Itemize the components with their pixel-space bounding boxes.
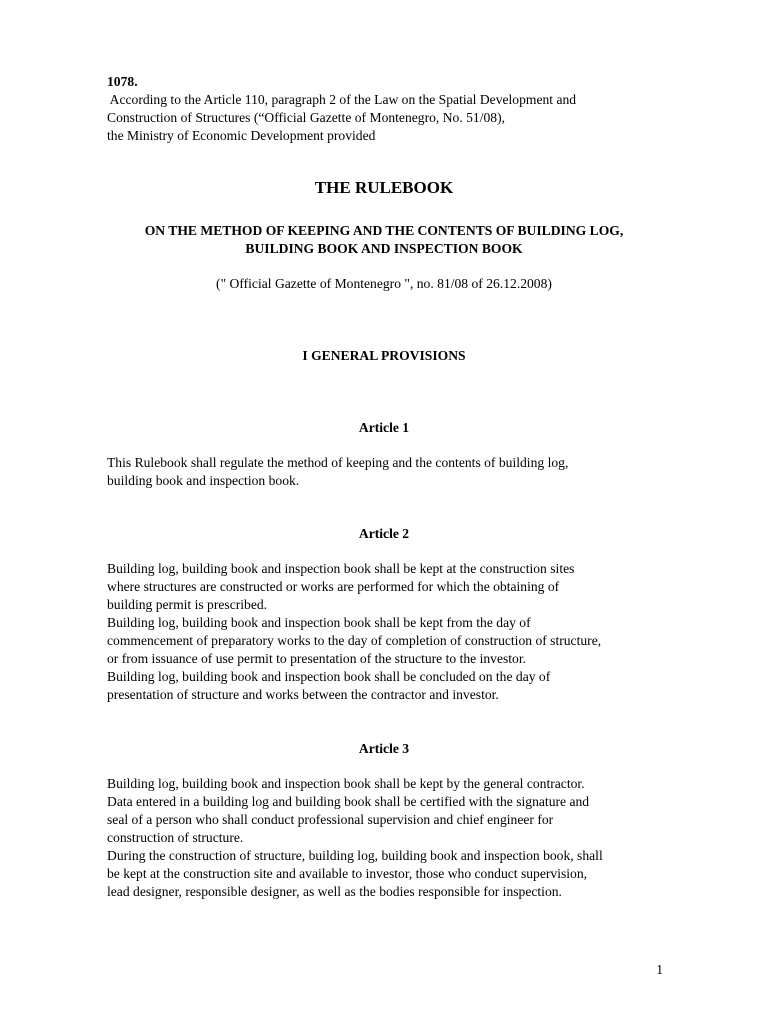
gazette-reference: (" Official Gazette of Montenegro ", no. 81/08 of 26.12.2008) <box>216 276 552 291</box>
article-heading: Article 2 <box>358 526 410 541</box>
article-line: commencement of preparatory works to the day of completion of construction of structure, <box>107 633 602 648</box>
article-line: where structures are constructed or works are performed for which the obtaining of <box>107 579 560 594</box>
article-heading: Article 1 <box>358 420 410 435</box>
subtitle-line: ON THE METHOD OF KEEPING AND THE CONTENTS OF BUILDING LOG, <box>144 223 624 238</box>
article-body <box>107 454 667 490</box>
article-line: or from issuance of use permit to presentation of the structure to the investor. <box>107 651 527 666</box>
article-line: building book and inspection book. <box>107 473 300 488</box>
section-heading: I GENERAL PROVISIONS <box>302 348 466 363</box>
article-line: During the construction of structure, building log, building book and inspection book, shall <box>107 848 603 863</box>
document-title: THE RULEBOOK <box>314 178 454 197</box>
page-number: 1 <box>656 962 663 977</box>
article-line: This Rulebook shall regulate the method of keeping and the contents of building log, <box>107 455 569 470</box>
article-line: Building log, building book and inspection book shall be kept by the general contractor. <box>107 776 585 791</box>
article-line: Building log, building book and inspection book shall be kept from the day of <box>107 615 531 630</box>
document-subtitle <box>0 222 768 258</box>
intro-line: the Ministry of Economic Development provided <box>107 128 376 143</box>
article-line: seal of a person who shall conduct professional supervision and chief engineer for <box>107 812 554 827</box>
article-body <box>107 560 667 704</box>
article-line: be kept at the construction site and available to investor, those who conduct supervision, <box>107 866 588 881</box>
article-line: Building log, building book and inspection book shall be kept at the construction sites <box>107 561 575 576</box>
article-line: building permit is prescribed. <box>107 597 268 612</box>
document-number: 1078. <box>107 74 138 89</box>
article-line: lead designer, responsible designer, as well as the bodies responsible for inspection. <box>107 884 562 899</box>
intro-line: Construction of Structures (“Official Gazette of Montenegro, No. 51/08), <box>107 110 506 125</box>
article-heading: Article 3 <box>358 741 410 756</box>
subtitle-line: BUILDING BOOK AND INSPECTION BOOK <box>245 241 523 256</box>
header-block <box>107 73 667 145</box>
article-line: Data entered in a building log and building book shall be certified with the signature and <box>107 794 590 809</box>
article-line: presentation of structure and works between the contractor and investor. <box>107 687 499 702</box>
article-body <box>107 775 667 901</box>
article-line: construction of structure. <box>107 830 244 845</box>
article-line: Building log, building book and inspection book shall be concluded on the day of <box>107 669 551 684</box>
intro-line: According to the Article 110, paragraph 2 of the Law on the Spatial Development and <box>107 92 577 107</box>
